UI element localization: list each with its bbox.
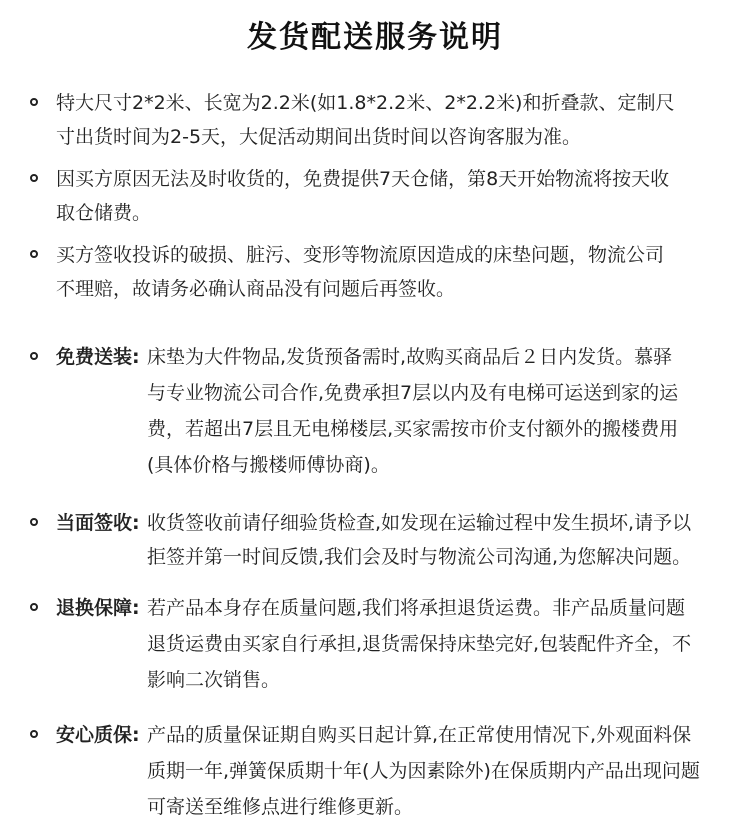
service-label: 安心质保: [56,724,140,746]
service-line: (具体价格与搬楼师傅协商)。 [147,454,390,476]
bullet-icon [30,730,38,738]
service-line: 质期一年,弹簧保质期十年(人为因素除外)在保质期内产品出现问题 [147,760,700,782]
service-line: 影响二次销售。 [147,669,281,691]
bullet-icon [30,518,38,526]
service-label: 免费送装: [56,346,140,368]
note-line: 寸出货时间为2-5天，大促活动期间出货时间以咨询客服为准。 [56,126,582,148]
note-line: 特大尺寸2*2米、长宽为2.2米(如1.8*2.2米、2*2.2米)和折叠款、定制尺 [56,92,675,114]
service-line: 床垫为大件物品,发货预备需时,故购买商品后２日内发货。慕驿 [147,346,673,368]
note-line: 买方签收投诉的破损、脏污、变形等物流原因造成的床垫问题，物流公司 [56,244,665,266]
service-line: 可寄送至维修点进行维修更新。 [147,796,414,818]
service-line: 与专业物流公司合作,免费承担7层以内及有电梯可运送到家的运 [147,382,679,404]
service-line: 收货签收前请仔细验货检查,如发现在运输过程中发生损坏,请予以 [147,512,692,534]
note-line: 取仓储费。 [56,202,152,224]
bullet-icon [30,98,38,106]
service-line: 拒签并第一时间反馈,我们会及时与物流公司沟通,为您解决问题。 [147,546,692,568]
note-line: 因买方原因无法及时收货的，免费提供7天仓储，第8天开始物流将按天收 [56,168,670,190]
service-label: 退换保障: [56,597,140,619]
service-line: 费，若超出7层且无电梯楼层,买家需按市价支付额外的搬楼费用 [147,418,679,440]
bullet-icon [30,352,38,360]
service-line: 退货运费由买家自行承担,退货需保持床垫完好,包装配件齐全，不 [147,633,692,655]
bullet-icon [30,250,38,258]
bullet-icon [30,174,38,182]
note-line: 不理赔，故请务必确认商品没有问题后再签收。 [56,278,456,300]
service-line: 若产品本身存在质量问题,我们将承担退货运费。非产品质量问题 [147,597,686,619]
page-title: 发货配送服务说明 [247,20,503,55]
service-line: 产品的质量保证期自购买日起计算,在正常使用情况下,外观面料保 [147,724,692,746]
service-label: 当面签收: [56,512,140,534]
bullet-icon [30,603,38,611]
